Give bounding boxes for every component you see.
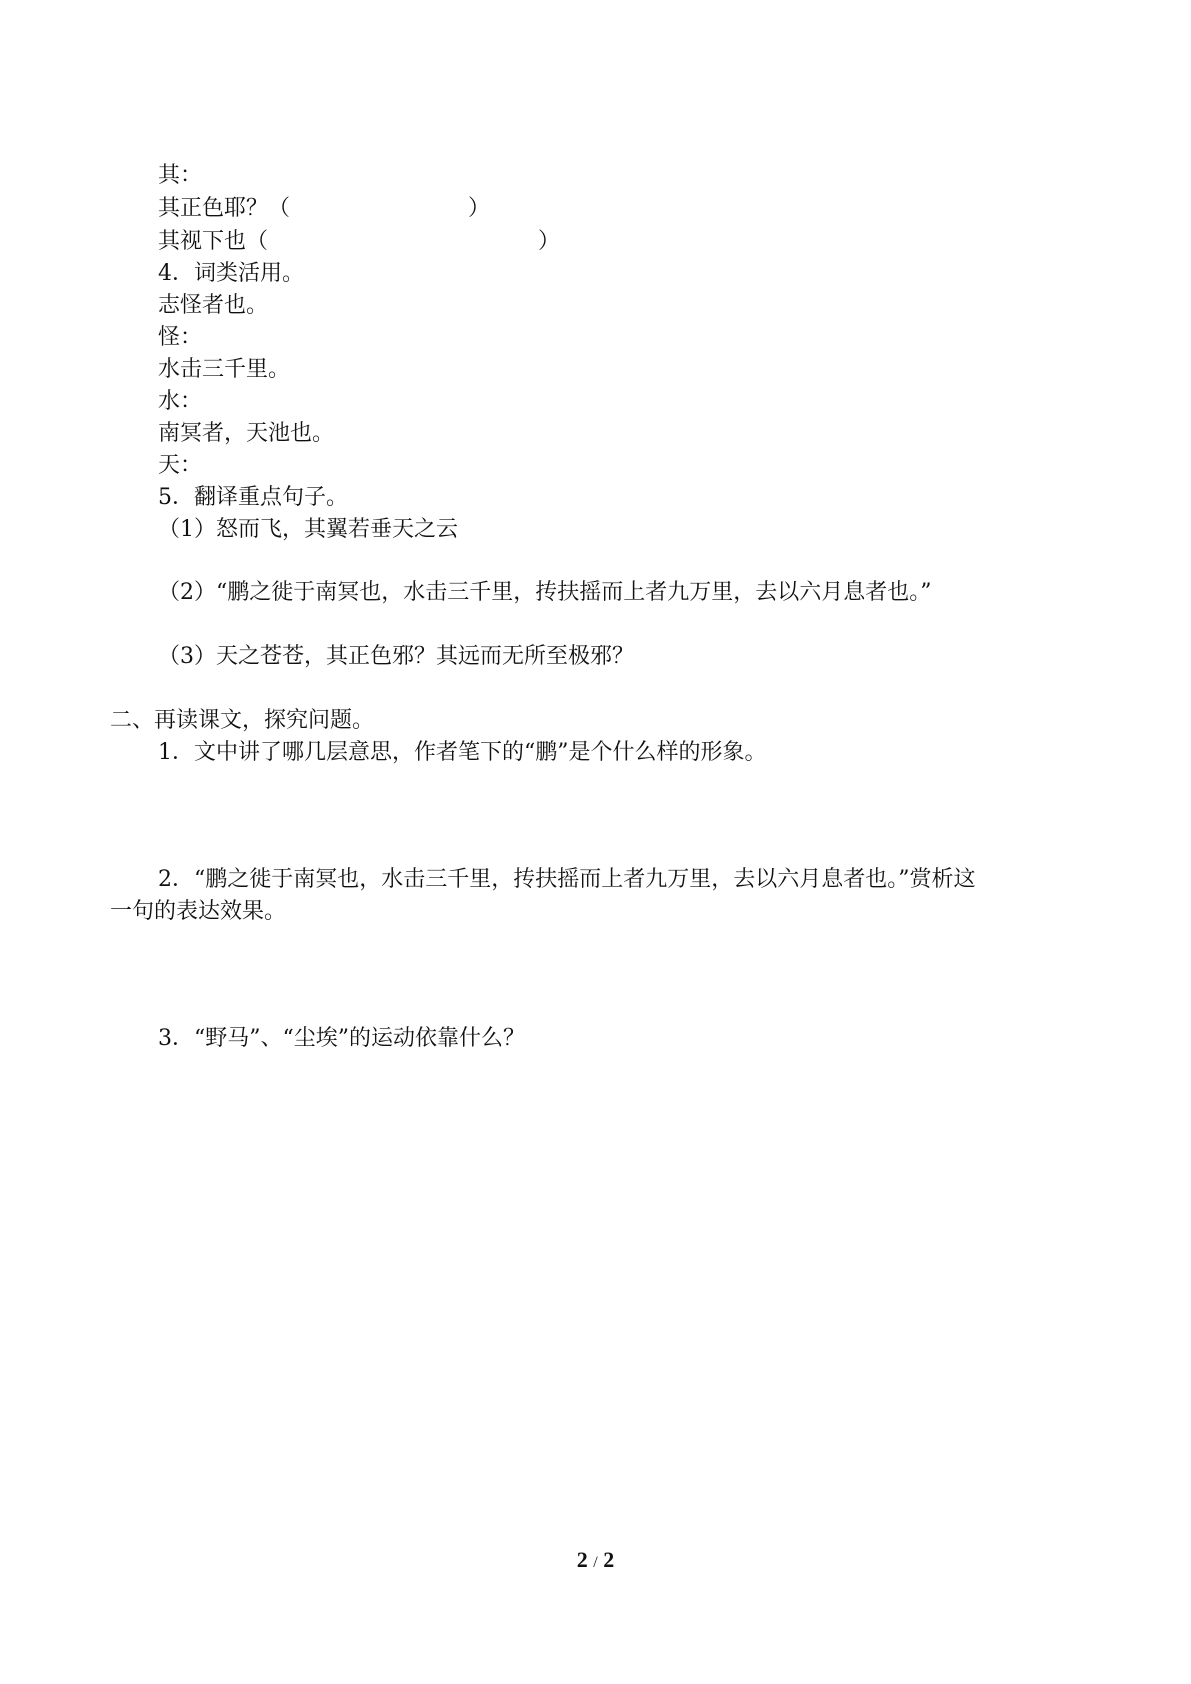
q5-item-2: （2）“鹏之徙于南冥也，水击三千里，抟扶摇而上者九万里，去以六月息者也。” [158, 580, 932, 605]
q5-item-3: （3）天之苍苍，其正色邪？其远而无所至极邪？ [158, 644, 634, 669]
qi-fill-1-text: 其正色耶？（ [158, 196, 291, 221]
page-number [0, 1545, 1191, 1578]
part-2-heading: 二、再读课文，探究问题。 [110, 708, 375, 733]
question-5-heading: 5．翻译重点句子。 [158, 485, 348, 510]
page-current: 2 [576, 1547, 588, 1572]
question-4-heading: 4．词类活用。 [158, 261, 304, 286]
page-total: 2 [603, 1547, 615, 1572]
part2-question-2-line-1: 2．“鹏之徙于南冥也，水击三千里，抟扶摇而上者九万里，去以六月息者也。”赏析这 [158, 867, 976, 892]
page-separator: / [593, 1554, 598, 1571]
qi-fill-2-text: 其视下也（ [158, 229, 269, 254]
q4-sentence-3: 南冥者，天池也。 [158, 421, 335, 446]
qi-fill-1-close: ） [468, 196, 491, 221]
part2-question-2-line-2: 一句的表达效果。 [110, 899, 287, 924]
part2-question-3: 3．“野马”、“尘埃”的运动依靠什么？ [158, 1026, 525, 1051]
q4-label-1: 怪： [158, 325, 203, 350]
qi-fill-2 [158, 227, 560, 257]
qi-fill-2-close: ） [538, 229, 561, 254]
q4-label-2: 水： [158, 389, 203, 414]
part2-question-1: 1．文中讲了哪几层意思，作者笔下的“鹏”是个什么样的形象。 [158, 740, 767, 765]
q4-label-3: 天： [158, 453, 203, 478]
qi-fill-1 [158, 194, 490, 224]
q5-item-1: （1）怒而飞，其翼若垂天之云 [158, 517, 458, 542]
q4-sentence-2: 水击三千里。 [158, 357, 291, 382]
q4-sentence-1: 志怪者也。 [158, 293, 269, 318]
qi-label: 其： [158, 163, 203, 188]
